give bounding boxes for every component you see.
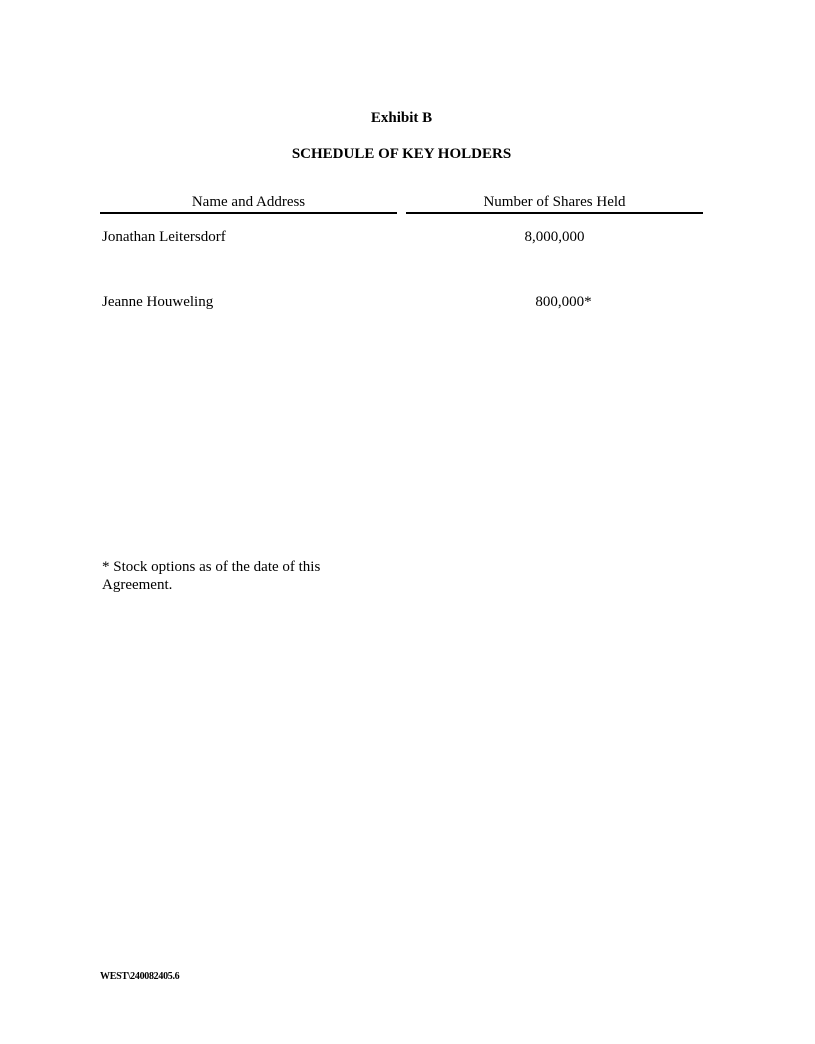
key-holder-name: Jeanne Houweling	[102, 294, 214, 310]
key-holder-shares: 800,000*	[535, 294, 592, 310]
column-header-name-address: Name and Address	[100, 192, 397, 214]
stock-options-footnote: * Stock options as of the date of this Agreement.	[102, 559, 321, 593]
column-header-shares-held: Number of Shares Held	[406, 192, 703, 214]
key-holder-shares: 8,000,000	[524, 229, 585, 245]
key-holder-name: Jonathan Leitersdorf	[102, 229, 226, 245]
schedule-title: SCHEDULE OF KEY HOLDERS	[291, 146, 512, 162]
exhibit-title: Exhibit B	[370, 110, 433, 126]
document-id: WEST\240082405.6	[100, 971, 180, 982]
